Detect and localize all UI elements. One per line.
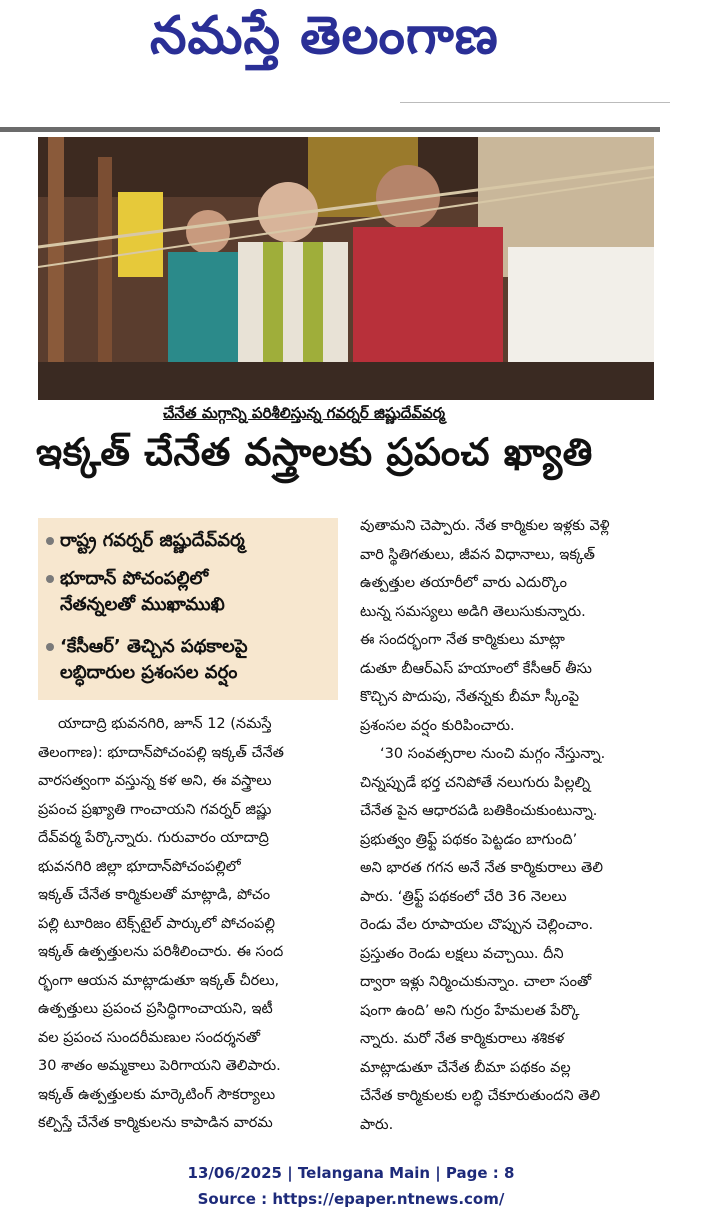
- newspaper-logo: నమస్తే తెలంగాణ: [150, 6, 499, 66]
- highlight-item: రాష్ట్ర గవర్నర్ జిష్ణుదేవ్‌వర్మ: [46, 528, 245, 554]
- highlight-item: భూదాన్ పోచంపల్లిలో నేతన్నలతో ముఖాముఖి: [46, 566, 225, 618]
- article-headline: ఇక్కత్ చేనేత వస్త్రాలకు ప్రపంచ ఖ్యాతి: [36, 430, 593, 474]
- loom-photo-illustration: [38, 137, 654, 400]
- footer-date-page: 13/06/2025 | Telangana Main | Page : 8: [187, 1164, 515, 1182]
- bullet-icon: [46, 537, 54, 545]
- footer-source-link[interactable]: Source : https://epaper.ntnews.com/: [197, 1190, 505, 1208]
- article-column-left: యాదాద్రి భువనగిరి, జూన్ 12 (నమస్తే తెలంగాణ): భూదాన్‌పోచంపల్లి ఇక్కత్ చేనేత వారసత్వంగా వస్తున్న కళ అని, ఈ వస్త్రాలు ప్రపంచ ప్రఖ్యాతి గాంచాయని గవర్నర్ జిష్ణు దేవ్‌వర్మ పేర్కొన్నారు. గురువారం యాదాద్రి భువనగిరి జిల్లా భూదాన్‌పోచంపల్లిలో ఇక్కత్ చేనేత కార్మికులతో మాట్లాడి, పోచం పల్లి టూరిజం టెక్స్‌టైల్ పార్కులో పోచంపల్లి ఇక్కత్ ఉత్పత్తులను పరిశీలించారు. ఈ సంద ర్భంగా ఆయన మాట్లాడుతూ ఇక్కత్ చీరలు, ఉత్పత్తులు ప్రపంచ ప్రసిద్ధిగాంచాయని, ఇటీ వల ప్రపంచ సుందరీమణుల సందర్శనతో 30 శాతం అమ్మకాలు పెరిగాయని తెలిపారు. ఇక్కత్ ఉత్పత్తులకు మార్కెటింగ్ సౌకర్యాలు కల్పిస్తే చేనేత కార్మికులను కాపాడిన వారమ: [38, 716, 284, 1131]
- masthead-rule: [0, 127, 660, 132]
- masthead-thin-rule: [400, 102, 670, 103]
- bullet-icon: [46, 643, 54, 651]
- photo-caption: చేనేత మగ్గాన్ని పరిశీలిస్తున్న గవర్నర్ జిష్ణుదేవ్‌వర్మ: [163, 404, 445, 422]
- news-photo: [38, 137, 654, 400]
- article-column-right: వుతామని చెప్పారు. నేత కార్మికుల ఇళ్లకు వెళ్లి వారి స్థితిగతులు, జీవన విధానాలు, ఇక్కత్ ఉత్పత్తుల తయారీలో వారు ఎదుర్కొం టున్న సమస్యలు అడిగి తెలుసుకున్నారు. ఈ సందర్భంగా నేత కార్మికులు మాట్లా డుతూ బీఆర్‌ఎస్ హయాంలో కేసీఆర్ తీసు కొచ్చిన పొదుపు, నేతన్నకు బీమా స్కీంపై ప్రశంసల వర్షం కురిపించారు. ‘30 సంవత్సరాల నుంచి మగ్గం నేస్తున్నా. చిన్నప్పుడే భర్త చనిపోతే నలుగురు పిల్లల్ని చేనేత పైన ఆధారపడి బతికించుకుంటున్నా. ప్రభుత్వం త్రిఫ్ట్ పథకం పెట్టడం బాగుంది’ అని భారత గగన అనే నేత కార్మికురాలు తెలి పారు. ‘త్రిఫ్ట్ పథకంలో చేరి 36 నెలలు రెండు వేల రూపాయల చొప్పున చెల్లించాం. ప్రస్తుతం రెండు లక్షలు వచ్చాయి. దీని ద్వారా ఇళ్లు నిర్మించుకున్నాం. చాలా సంతో షంగా ఉంది’ అని గుర్రం హేమలత పేర్కొ న్నారు. మరో నేత కార్మికురాలు శశికళ మాట్లాడుతూ చేనేత బీమా పథకం వల్ల చేనేత కార్మికులకు లబ్ధి చేకూరుతుందని తెలి పారు.: [360, 518, 610, 1133]
- masthead: [0, 0, 702, 125]
- highlights-box: [38, 518, 338, 700]
- highlight-item: ‘కేసీఆర్’ తెచ్చిన పథకాలపై లబ్ధిదారుల ప్రశంసల వర్షం: [46, 634, 248, 686]
- page-footer: [0, 1160, 702, 1212]
- bullet-icon: [46, 575, 54, 583]
